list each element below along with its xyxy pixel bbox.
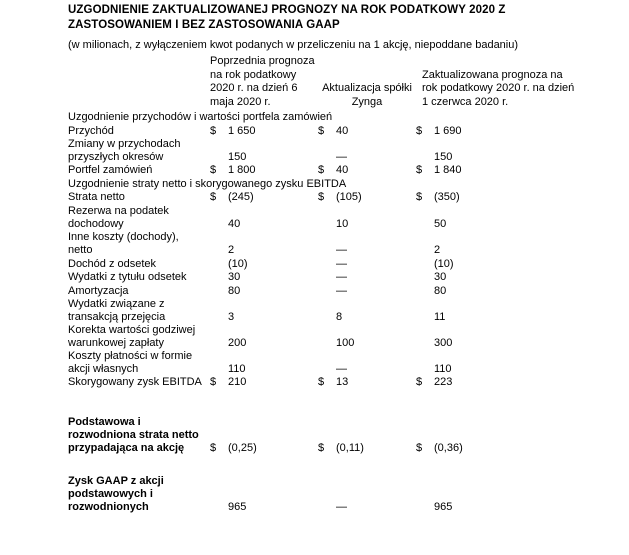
row-value-1: 1 650: [228, 124, 256, 137]
row-value-2: —: [336, 363, 347, 375]
row-value-3: 1 690: [434, 124, 462, 137]
row-value-2: —: [336, 284, 347, 297]
row-value-3: 11: [434, 311, 446, 323]
row-label: Amortyzacja: [68, 284, 129, 297]
row-currency-2: [318, 258, 336, 272]
row-currency-1: [210, 475, 228, 514]
row-currency-1: [210, 205, 228, 231]
column-header-label: [68, 55, 210, 109]
row-label: Skorygowany zysk EBITDA: [68, 376, 202, 388]
row-value-2: (0,11): [336, 441, 364, 454]
row-value-1: 2: [228, 244, 235, 256]
row-value-3: (10): [434, 257, 454, 270]
row-label: Dochód z odsetek: [68, 257, 157, 270]
row-currency-2: $: [318, 191, 325, 203]
row-currency-3: [416, 285, 434, 299]
title-block: [68, 3, 568, 52]
row-value-3: 30: [434, 271, 447, 283]
row-value-2: 40: [336, 164, 349, 176]
row-value-1: 80: [228, 284, 241, 297]
document-subtitle: (w milionach, z wyłączeniem kwot podanych w przeliczeniu na 1 akcję, niepoddane badaniu): [68, 39, 519, 51]
row-value-1: 110: [228, 363, 246, 375]
row-currency-1: [210, 285, 228, 299]
row-currency-3: $: [416, 124, 423, 137]
row-currency-1: [210, 258, 228, 272]
row-value-2: 13: [336, 376, 349, 388]
row-currency-1: $: [210, 164, 217, 176]
row-value-2: —: [336, 257, 347, 270]
row-value-2: —: [336, 500, 347, 513]
row-currency-3: $: [416, 441, 423, 454]
row-currency-2: $: [318, 124, 325, 137]
row-value-2: (105): [336, 191, 362, 203]
row-value-1: (0,25): [228, 441, 257, 454]
row-currency-1: [210, 324, 228, 350]
row-value-3: 1 840: [434, 164, 462, 176]
row-currency-1: [210, 298, 228, 324]
row-currency-3: [416, 298, 434, 324]
row-value-2: 40: [336, 124, 349, 137]
table-row: [68, 191, 580, 205]
table-row: [68, 285, 580, 299]
table-row: [68, 205, 580, 231]
row-label: Koszty płatności w formie akcji własnych: [68, 350, 193, 375]
row-currency-2: [318, 285, 336, 299]
row-currency-2: [318, 271, 336, 285]
row-label: Strata netto: [68, 191, 125, 203]
row-label: Portfel zamówień: [68, 164, 153, 176]
row-label: Inne koszty (dochody), netto: [68, 230, 179, 256]
row-currency-1: $: [210, 376, 217, 388]
row-currency-3: [416, 258, 434, 272]
row-value-3: 150: [434, 151, 453, 163]
row-value-1: (10): [228, 257, 248, 270]
table-row: [68, 125, 580, 139]
row-currency-1: $: [210, 441, 217, 454]
row-currency-1: [210, 231, 228, 258]
row-currency-2: [318, 138, 336, 164]
table-header-row: [68, 55, 580, 109]
row-currency-2: [318, 350, 336, 376]
row-value-1: 150: [228, 151, 247, 163]
document-title-line2: ZASTOSOWANIEM I BEZ ZASTOSOWANIA GAAP: [68, 19, 340, 31]
section-heading-revenue: Uzgodnienie przychodów i wartości portfela zamówień: [68, 111, 333, 123]
table-row: [68, 231, 580, 258]
row-currency-3: [416, 475, 434, 514]
row-currency-1: $: [210, 124, 217, 137]
row-currency-3: [416, 205, 434, 231]
row-currency-3: [416, 324, 434, 350]
row-currency-2: $: [318, 376, 325, 388]
row-value-3: 2: [434, 244, 441, 256]
row-label: Wydatki z tytułu odsetek: [68, 271, 187, 283]
row-label: Rezerwa na podatek dochodowy: [68, 204, 169, 230]
row-value-3: (350): [434, 191, 460, 203]
row-spacer: [68, 455, 580, 475]
row-value-2: —: [336, 271, 347, 283]
row-label: Podstawowa i rozwodniona strata netto przypadająca na akcję: [68, 415, 199, 454]
column-header-zynga-update: Aktualizacja spółki Zynga: [322, 82, 412, 108]
row-value-1: (245): [228, 191, 254, 203]
row-currency-2: [318, 231, 336, 258]
row-value-1: 1 800: [228, 164, 256, 176]
row-value-2: 8: [336, 311, 343, 323]
document-title-line1: UZGODNIENIE ZAKTUALIZOWANEJ PROGNOZY NA ROK PODATKOWY 2020 Z: [68, 4, 506, 16]
section-heading-ebitda: Uzgodnienie straty netto i skorygowanego zysku EBITDA: [68, 177, 347, 190]
row-currency-2: [318, 205, 336, 231]
row-currency-2: [318, 298, 336, 324]
row-currency-3: [416, 350, 434, 376]
table-row: [68, 324, 580, 350]
row-currency-3: $: [416, 191, 423, 203]
row-spacer: [68, 390, 580, 416]
row-value-3: 300: [434, 337, 453, 349]
table-row: [68, 376, 580, 390]
table-row: [68, 271, 580, 285]
row-value-2: —: [336, 244, 347, 256]
row-value-2: 10: [336, 217, 349, 230]
row-value-3: 965: [434, 500, 453, 513]
table-row: [68, 138, 580, 164]
row-value-2: 100: [336, 337, 355, 349]
table-row: [68, 475, 580, 514]
row-currency-1: [210, 350, 228, 376]
row-value-3: 110: [434, 363, 452, 375]
row-value-3: (0,36): [434, 441, 463, 454]
row-value-1: 200: [228, 337, 247, 349]
row-value-3: 50: [434, 217, 447, 230]
row-currency-3: $: [416, 376, 423, 388]
row-currency-2: $: [318, 441, 325, 454]
document-title: [68, 3, 568, 33]
column-header-previous-guidance: Poprzednia prognoza na rok podatkowy 2020 r. na dzień 6 maja 2020 r.: [210, 55, 315, 108]
row-label: Wydatki związane z transakcją przejęcia: [68, 298, 166, 323]
row-label: Zmiany w przychodach przyszłych okresów: [68, 138, 181, 163]
row-value-3: 223: [434, 376, 453, 388]
row-value-1: 30: [228, 271, 241, 283]
section-heading-row: [68, 109, 580, 125]
row-currency-1: $: [210, 191, 217, 203]
row-value-3: 80: [434, 284, 447, 297]
row-label: Przychód: [68, 124, 114, 137]
table-row: [68, 164, 580, 178]
row-currency-2: $: [318, 164, 325, 176]
reconciliation-table: [68, 55, 580, 514]
row-value-2: —: [336, 151, 347, 163]
table-row: [68, 350, 580, 376]
column-header-updated-guidance: Zaktualizowana prognoza na rok podatkowy 2020 r. na dzień 1 czerwca 2020 r.: [422, 68, 575, 108]
table-row: [68, 298, 580, 324]
row-label: Zysk GAAP z akcji podstawowych i rozwodnionych: [68, 474, 164, 513]
row-value-1: 965: [228, 500, 247, 513]
section-heading-row: [68, 178, 580, 192]
row-currency-3: $: [416, 164, 423, 176]
table-row: [68, 258, 580, 272]
row-currency-3: [416, 231, 434, 258]
row-currency-1: [210, 271, 228, 285]
row-label: Korekta wartości godziwej warunkowej zapłaty: [68, 324, 196, 349]
row-value-1: 40: [228, 217, 241, 230]
row-value-1: 3: [228, 311, 235, 323]
row-currency-3: [416, 138, 434, 164]
row-currency-1: [210, 138, 228, 164]
row-value-1: 210: [228, 376, 247, 388]
row-currency-2: [318, 475, 336, 514]
row-currency-3: [416, 271, 434, 285]
row-currency-2: [318, 324, 336, 350]
table-row: [68, 416, 580, 455]
